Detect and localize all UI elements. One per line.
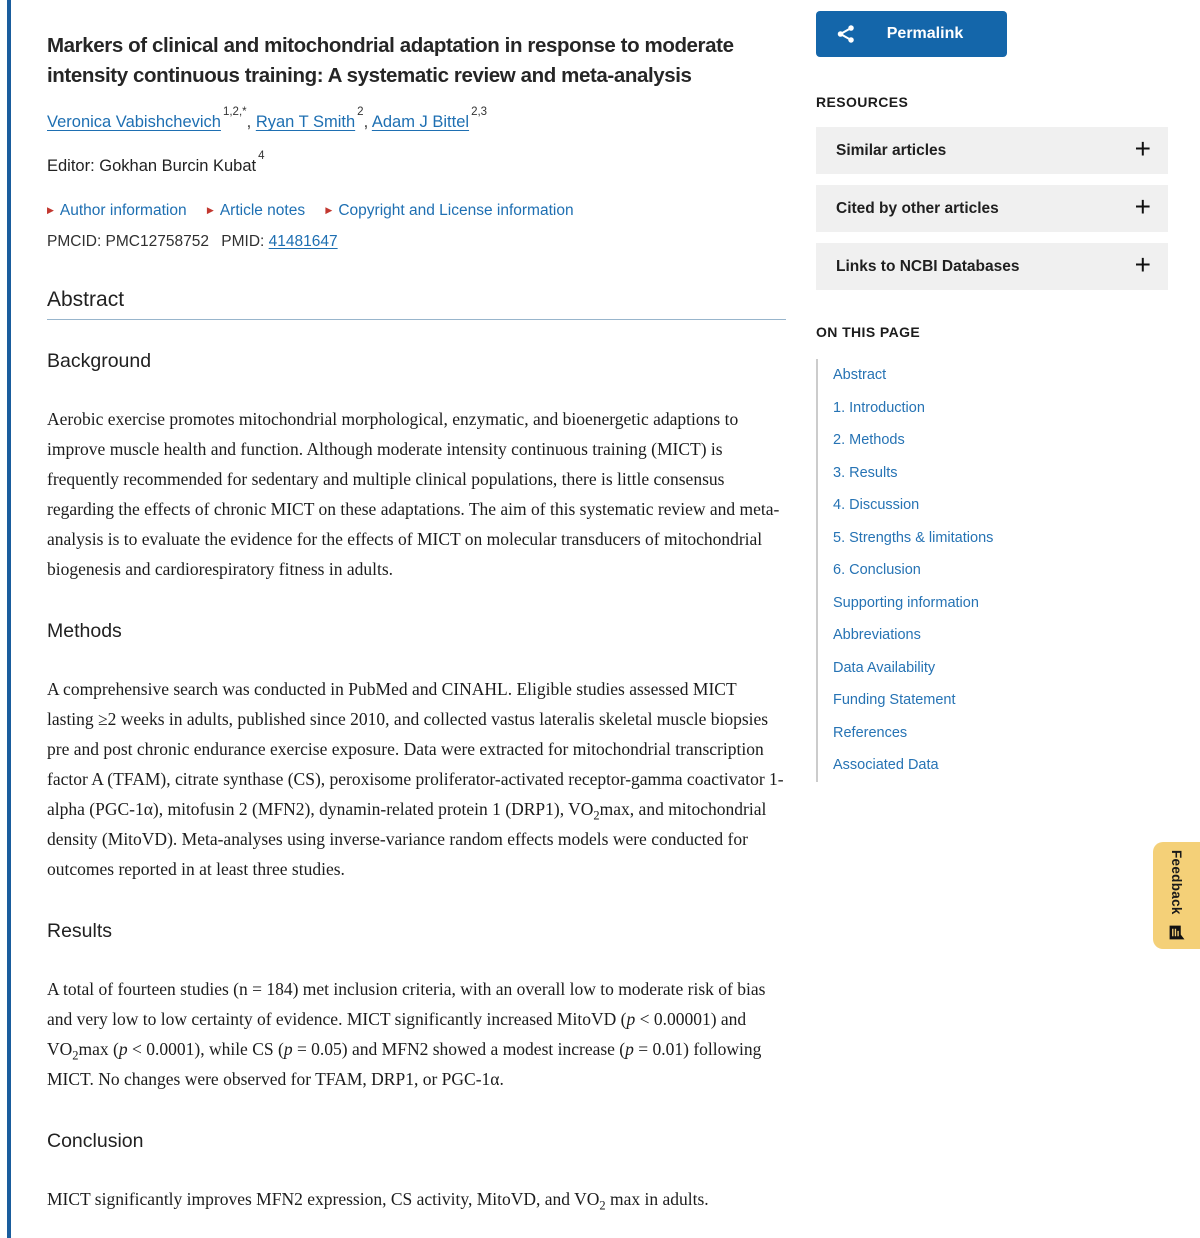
triangle-icon: ▶ <box>325 205 333 215</box>
accordion-similar-articles[interactable] <box>816 127 1168 174</box>
background-paragraph: Aerobic exercise promotes mitochondrial morphological, enzymatic, and bioenergetic adaptions to improve muscle health and function. Although moderate intensity continuous training (MICT) is frequently recommended for sedentary and multiple clinical populations, there is little consensus regarding the effects of chronic MICT on these adaptations. The aim of this systematic review and meta-analysis is to evaluate the evidence for the effects of MICT on molecular transducers of mitochondrial biogenesis and cardiorespiratory fitness in adults. <box>47 409 780 579</box>
author-link-1[interactable]: Veronica Vabishchevich <box>47 113 221 131</box>
author-affiliation-sup: 2,3 <box>471 106 488 119</box>
toc-link-supporting-information[interactable]: Supporting information <box>833 594 979 611</box>
toc-link-results[interactable]: 3. Results <box>833 464 898 481</box>
results-heading: Results <box>47 920 113 942</box>
article-main <box>47 0 786 1214</box>
author-separator: , <box>363 113 372 131</box>
pmid-label: PMID: <box>221 233 269 250</box>
toc-link-funding-statement[interactable]: Funding Statement <box>833 692 956 708</box>
copyright-license-label: Copyright and License information <box>338 202 574 219</box>
toc-link-conclusion[interactable]: 6. Conclusion <box>833 562 921 578</box>
author-link-3[interactable]: Adam J Bittel <box>371 113 470 131</box>
plus-icon: + <box>1134 191 1151 222</box>
methods-paragraph: A comprehensive search was conducted in PubMed and CINAHL. Eligible studies assessed MICT lasting ≥2 weeks in adults, published since 2010, and collected vastus lateralis skeletal muscle biopsies pre and post chronic endurance exercise exposure. Data were extracted for mitochondrial transcription factor A (TFAM), citrate synthase (CS), peroxisome proliferator-activated receptor-gamma coactivator 1-alpha (PGC-1α), mitofusin 2 (MFN2), dynamin-related protein 1 (DRP1), $VO_2\max$, and mitochondrial density (MitoVD). Meta-analyses using inverse-variance random effects models were conducted for outcomes reported in at least three studies. <box>47 679 784 879</box>
author-separator: , <box>246 113 256 131</box>
author-information-label: Author information <box>59 202 187 219</box>
permalink-label: Permalink <box>886 25 964 42</box>
toc-link-data-availability[interactable]: Data Availability <box>833 659 936 676</box>
author-information-link[interactable] <box>47 202 187 219</box>
toc-link-abstract[interactable]: Abstract <box>833 367 887 383</box>
page-left-accent-bar <box>7 0 11 1238</box>
author-affiliation-sup: 2 <box>357 106 364 119</box>
feedback-label: Feedback <box>1169 850 1184 915</box>
editor-affiliation-sup: 4 <box>258 150 265 163</box>
author-link-2[interactable]: Ryan T Smith <box>255 113 356 131</box>
feedback-button[interactable] <box>1153 842 1200 949</box>
copyright-license-link[interactable] <box>325 202 573 219</box>
toc-link-references[interactable]: References <box>833 724 908 741</box>
permalink-button[interactable] <box>816 11 1007 57</box>
background-heading: Background <box>47 350 152 372</box>
editor-line <box>47 150 786 176</box>
results-paragraph: A total of fourteen studies (n = 184) met inclusion criteria, with an overall low to moderate risk of bias and very low to low certainty of evidence. MICT significantly increased MitoVD (p < 0.00001) and $VO_2\max$ (p < 0.0001), while CS (p = 0.05) and MFN2 showed a modest increase (p = 0.01) following MICT. No changes were observed for TFAM, DRP1, or PGC-1α. <box>47 979 766 1089</box>
accordion-label: Cited by other articles <box>836 199 999 217</box>
author-list <box>47 106 786 133</box>
conclusion-paragraph: MICT significantly improves MFN2 expression, CS activity, MitoVD, and $VO_2$ max in adults. <box>47 1189 709 1213</box>
article-notes-label: Article notes <box>219 202 306 219</box>
toc-link-associated-data[interactable]: Associated Data <box>833 757 939 773</box>
article-title: Markers of clinical and mitochondrial adaptation in response to moderate intensity continuous training: A systematic review and meta-analysis <box>47 34 734 87</box>
toc-link-methods[interactable]: 2. Methods <box>833 432 905 448</box>
methods-heading: Methods <box>47 620 122 642</box>
pmcid-label: PMCID: PMC12758752 <box>47 233 209 250</box>
toc-link-discussion[interactable]: 4. Discussion <box>833 497 920 513</box>
resources-heading: RESOURCES <box>816 94 909 110</box>
right-sidebar <box>816 0 1168 782</box>
accordion-links-to-ncbi-databases[interactable] <box>816 243 1168 290</box>
share-icon <box>835 23 857 45</box>
article-ids <box>47 232 786 252</box>
toc-link-strengths-limitations[interactable]: 5. Strengths & limitations <box>833 529 994 546</box>
toc-link-introduction[interactable]: 1. Introduction <box>833 399 925 416</box>
accordion-label: Links to NCBI Databases <box>836 257 1020 275</box>
toc-link-abbreviations[interactable]: Abbreviations <box>833 627 921 643</box>
feedback-comment-icon <box>1168 924 1185 941</box>
resources-accordions <box>816 127 1168 290</box>
plus-icon: + <box>1134 133 1151 164</box>
article-notes-link[interactable] <box>207 202 305 219</box>
abstract-heading: Abstract <box>47 288 786 320</box>
triangle-icon: ▶ <box>47 205 54 215</box>
author-affiliation-sup: 1,2,* <box>222 106 247 119</box>
plus-icon: + <box>1134 249 1151 280</box>
article-meta-links <box>47 201 786 222</box>
on-this-page-toc <box>816 359 1168 782</box>
conclusion-heading: Conclusion <box>47 1130 144 1152</box>
accordion-label: Similar articles <box>836 141 947 159</box>
on-this-page-heading: ON THIS PAGE <box>816 324 921 340</box>
pmid-link[interactable]: 41481647 <box>268 233 338 250</box>
editor-label: Editor: Gokhan Burcin Kubat <box>47 157 257 175</box>
triangle-icon: ▶ <box>206 205 214 215</box>
accordion-cited-by-other-articles[interactable] <box>816 185 1168 232</box>
